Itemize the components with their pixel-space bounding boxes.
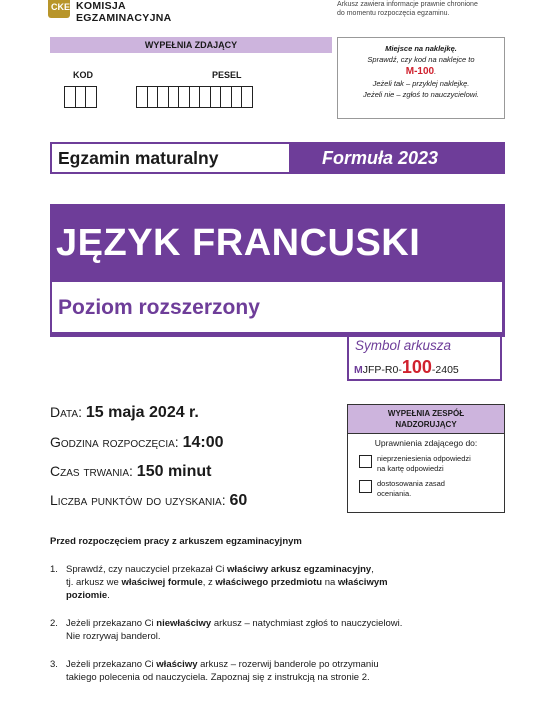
no-transfer-label (377, 454, 471, 474)
symbol-post: -2405 (431, 364, 459, 376)
i1-b3: właściwego przedmiotu (215, 577, 323, 588)
duration-value: 150 minut (136, 463, 212, 480)
i3-b1: właściwy (156, 659, 198, 670)
instruction-1-text (66, 563, 505, 602)
i2-b1: niewłaściwy (156, 618, 212, 629)
instruction-1-num: 1. (50, 564, 58, 575)
date-value: 15 maja 2024 r. (85, 404, 199, 421)
instruction-1 (50, 563, 505, 602)
points-line (50, 490, 247, 511)
invigilators-header-line2: NADZORUJĄCY (395, 420, 457, 429)
sticker-line2: Jeżeli tak – przyklej naklejkę. (372, 79, 470, 88)
i1-b2: właściwej formule (121, 577, 203, 588)
i1-b4: właściwym (337, 577, 388, 588)
pesel-label: PESEL (212, 70, 242, 80)
kod-input[interactable] (64, 86, 96, 108)
i3-t2: arkusz – rozerwij banderole po otrzymaniu (197, 659, 379, 670)
adjusted-rules-line2: oceniania. (377, 489, 412, 498)
adjusted-rules-checkbox[interactable] (359, 480, 372, 493)
i1-t1: Sprawdź, czy nauczyciel przekazał Ci (66, 564, 228, 575)
duration-label: Czas trwania: (50, 463, 133, 479)
option-no-transfer (359, 454, 504, 474)
no-transfer-checkbox[interactable] (359, 455, 372, 468)
adjusted-rules-line1: dostosowania zasad (377, 479, 445, 488)
confidential-note (337, 0, 478, 18)
logo-text (76, 0, 172, 24)
invigilators-subtitle: Uprawnienia zdającego do: (374, 438, 478, 448)
date-label: Data: (50, 404, 82, 420)
kod-cell[interactable] (85, 86, 97, 108)
invigilators-box (347, 404, 505, 513)
instruction-3-num: 3. (50, 659, 58, 670)
points-value: 60 (229, 492, 248, 509)
sticker-line1: Sprawdź, czy kod na naklejce to (367, 55, 475, 64)
i1-b1: właściwy arkusz egzaminacyjny (227, 564, 372, 575)
pesel-input[interactable] (136, 86, 252, 108)
instructions-title: Przed rozpoczęciem pracy z arkuszem egzaminacyjnym (50, 536, 302, 547)
duration-line (50, 461, 211, 482)
start-label: Godzina rozpoczęcia: (50, 434, 179, 450)
points-label: Liczba punktów do uzyskania: (50, 492, 226, 508)
i1-t2: , (371, 564, 374, 575)
start-line (50, 432, 224, 453)
symbol-mid: 100 (401, 357, 432, 377)
logo-line1: KOMISJA (76, 0, 126, 12)
level-text: Poziom rozszerzony (58, 296, 260, 319)
logo-glyph: CKE (51, 2, 71, 12)
i1-t4: , z (202, 577, 216, 588)
instruction-2-text (66, 617, 505, 643)
exam-formula: Formuła 2023 (322, 148, 439, 168)
symbol-pre: JFP-R0- (362, 364, 402, 376)
symbol-m: M (354, 364, 363, 376)
date-line (50, 402, 199, 423)
instruction-2 (50, 617, 505, 643)
pesel-cell[interactable] (241, 86, 253, 108)
no-transfer-line2: na kartę odpowiedzi (377, 464, 444, 473)
instruction-3-text (66, 658, 505, 684)
sticker-area (337, 37, 505, 119)
subject-title: JĘZYK FRANCUSKI (56, 222, 421, 264)
symbol-label: Symbol arkusza (355, 338, 452, 353)
instruction-3 (50, 658, 505, 684)
i3-t3: takiego polecenia od nauczyciela. Zapoznaj się z instrukcją na stronie 2. (66, 672, 370, 683)
i1-t6: . (107, 590, 110, 601)
i1-t3: tj. arkusz we (66, 577, 122, 588)
i2-t1: Jeżeli przekazano Ci (66, 618, 157, 629)
symbol-code (354, 358, 459, 379)
logo-line2: EGZAMINACYJNA (76, 12, 172, 24)
cke-logo-icon (48, 0, 70, 18)
invigilators-header (348, 405, 504, 434)
examinee-box-header: WYPEŁNIA ZDAJĄCY (50, 37, 332, 53)
exam-name: Egzamin maturalny (52, 144, 289, 172)
sticker-title: Miejsce na naklejkę. (385, 44, 457, 53)
i2-t2: arkusz – natychmiast zgłoś to nauczycielowi. (211, 618, 403, 629)
adjusted-rules-label (377, 479, 445, 499)
sticker-code: M-100 (405, 66, 435, 77)
instruction-2-num: 2. (50, 618, 58, 629)
sticker-code-suffix: . (434, 67, 437, 76)
sticker-line3: Jeżeli nie – zgłoś to nauczycielowi. (363, 90, 479, 99)
no-transfer-line1: nieprzeniesienia odpowiedzi (377, 454, 471, 463)
note-line1: Arkusz zawiera informacje prawnie chronione (337, 1, 478, 8)
i3-t1: Jeżeli przekazano Ci (66, 659, 157, 670)
i1-t5: na (322, 577, 338, 588)
i1-b5: poziomie (66, 590, 108, 601)
option-adjusted-rules (359, 479, 504, 499)
note-line2: do momentu rozpoczęcia egzaminu. (337, 10, 450, 17)
start-value: 14:00 (182, 434, 224, 451)
i2-t3: Nie rozrywaj banderol. (66, 631, 161, 642)
kod-label: KOD (73, 70, 93, 80)
invigilators-header-line1: WYPEŁNIA ZESPÓŁ (387, 409, 465, 418)
